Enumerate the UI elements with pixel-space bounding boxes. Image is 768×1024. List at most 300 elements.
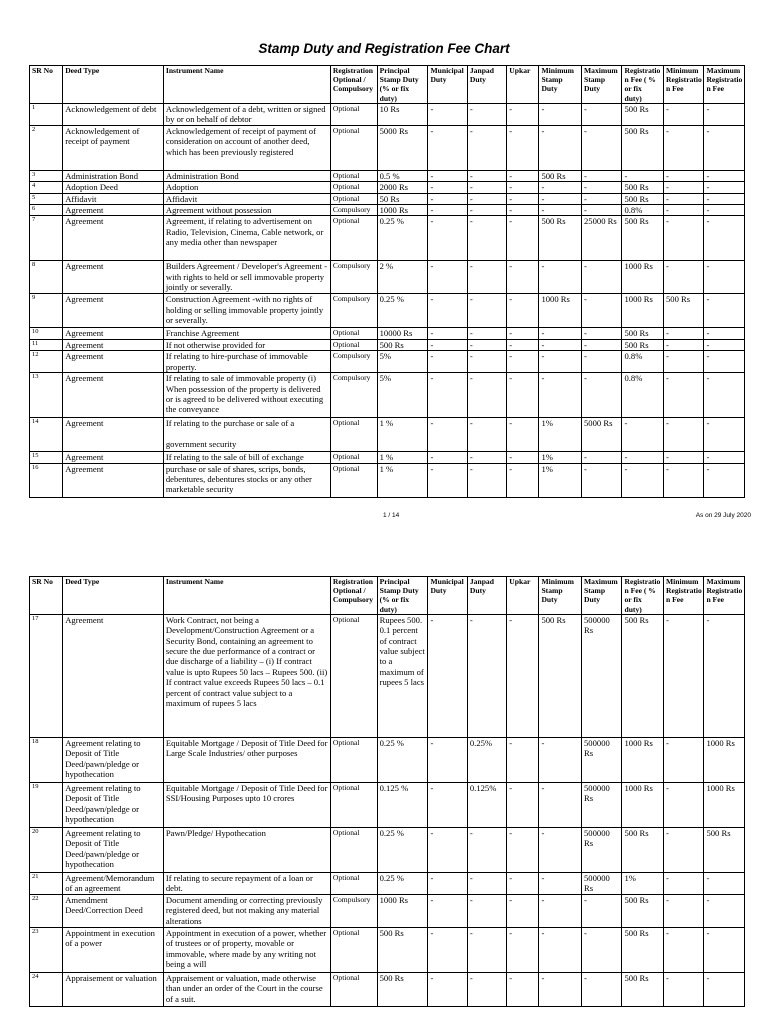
table-row [30,182,745,193]
table-cell: 16 [30,463,63,497]
table-cell: Optional [330,927,377,972]
table-cell: Compulsory [330,205,377,216]
table-cell: 0.8% [622,351,664,373]
table-cell: - [507,182,539,193]
column-header: Registration Optional / Compulsory [330,66,377,104]
table-cell: 1% [622,872,664,894]
table-cell: Optional [330,872,377,894]
table-cell: Agreement [63,328,164,339]
table-cell: - [582,373,622,418]
table-cell: - [663,216,703,261]
table-cell: Appraisement or valuation, made otherwise than under an order of the Court in the course of a suit. [163,972,330,1006]
table-cell: - [507,339,539,350]
table-header-row [30,577,745,615]
table-cell: Optional [330,182,377,193]
table-cell: - [428,170,467,181]
table-header-row [30,66,745,104]
table-cell: - [428,972,467,1006]
table-cell: - [428,463,467,497]
table-cell: - [663,103,703,125]
table-cell: Pawn/Pledge/ Hypothecation [163,827,330,872]
table-cell: Agreement relating to Deposit of Title Deed/pawn/pledge or hypothecation [63,737,164,782]
table-cell: - [704,463,745,497]
table-cell: - [428,614,467,737]
table-cell: - [539,351,582,373]
table-cell: - [507,103,539,125]
table-cell: If not otherwise provided for [163,339,330,350]
table-cell: Agreement [63,339,164,350]
table-cell: - [582,328,622,339]
table-cell: 15 [30,452,63,463]
table-cell: - [663,418,703,452]
table-cell: - [582,894,622,927]
table-cell: - [507,972,539,1006]
table-cell: - [467,463,506,497]
table-cell: 0.8% [622,205,664,216]
table-cell: 500000 Rs [582,737,622,782]
table-cell: - [539,827,582,872]
table-cell: - [539,894,582,927]
table-cell: - [539,972,582,1006]
table-cell: 5% [377,351,428,373]
table-cell: Appointment in execution of a power, whether of trustees or of property, movable or immovable, where made by any writing not being a will [163,927,330,972]
table-cell: - [704,452,745,463]
table-cell: - [704,261,745,294]
table-cell: 500 Rs [377,339,428,350]
table-cell: 50 Rs [377,193,428,204]
table-cell: - [704,216,745,261]
table-cell: Optional [330,216,377,261]
table-cell: - [507,125,539,170]
table-cell: - [582,170,622,181]
table-cell: Agreement [63,373,164,418]
table-cell: - [663,339,703,350]
column-header: Janpad Duty [467,577,506,615]
table-cell: - [663,170,703,181]
table-cell: - [539,205,582,216]
table-cell: - [582,463,622,497]
column-header: Maximum Registratio n Fee [704,66,745,104]
table-cell: - [467,125,506,170]
table-cell: - [428,328,467,339]
table-cell: 500 Rs [539,614,582,737]
table-cell: - [507,827,539,872]
table-cell: 500 Rs [704,827,745,872]
table-cell: - [539,103,582,125]
table-cell: 500 Rs [622,927,664,972]
table-row [30,294,745,328]
table-cell: Agreement [63,452,164,463]
column-header: Municipal Duty [428,577,467,615]
page-number: 1 / 14 [383,512,400,519]
table-cell: 10 [30,328,63,339]
table-cell: 1000 Rs [622,737,664,782]
table-cell: - [663,463,703,497]
table-cell: - [704,193,745,204]
column-header: Minimum Registratio n Fee [663,577,703,615]
table-cell: - [428,205,467,216]
table-cell: - [539,737,582,782]
table-cell: - [507,927,539,972]
table-cell: - [704,205,745,216]
table-cell: - [507,782,539,827]
column-header: Maximum Stamp Duty [582,577,622,615]
table-cell: 500 Rs [622,182,664,193]
table-cell: Builders Agreement / Developer's Agreement -with rights to held or sell immovable property jointly or severally. [163,261,330,294]
table-row [30,927,745,972]
table-cell: - [582,261,622,294]
table-row [30,125,745,170]
table-cell: 1000 Rs [377,205,428,216]
table-cell: 10 Rs [377,103,428,125]
table-cell: 0.25 % [377,827,428,872]
table-cell: - [467,927,506,972]
table-cell: Compulsory [330,894,377,927]
table-row [30,205,745,216]
table-cell: 500 Rs [663,294,703,328]
column-header: Municipal Duty [428,66,467,104]
table-cell: 19 [30,782,63,827]
table-cell: - [663,328,703,339]
table-cell: - [704,614,745,737]
table-cell: Equitable Mortgage / Deposit of Title Deed for SSI/Housing Purposes upto 10 crores [163,782,330,827]
table-cell: - [622,452,664,463]
table-cell: 0.5 % [377,170,428,181]
table-cell: - [704,351,745,373]
table-row [30,373,745,418]
table-cell: 500 Rs [622,339,664,350]
table-cell: 500000 Rs [582,827,622,872]
as-of-date: As on 29 July 2020 [695,512,751,519]
table-cell: - [428,294,467,328]
table-cell: 10000 Rs [377,328,428,339]
table-cell: 500 Rs [622,827,664,872]
table-cell: 6 [30,205,63,216]
table-cell: Appointment in execution of a power [63,927,164,972]
table-cell: - [704,182,745,193]
table-cell: - [622,418,664,452]
table-cell: 9 [30,294,63,328]
table-cell: Compulsory [330,261,377,294]
table-cell: - [467,103,506,125]
table-cell: Agreement relating to Deposit of Title Deed/pawn/pledge or hypothecation [63,782,164,827]
table-row [30,216,745,261]
column-header: Minimum Registratio n Fee [663,66,703,104]
table-cell: - [507,351,539,373]
table-cell: - [704,927,745,972]
table-cell: Agreement without possession [163,205,330,216]
table-cell: 0.125% [467,782,506,827]
table-cell: Adoption [163,182,330,193]
table-cell: Optional [330,103,377,125]
table-cell: If relating to secure repayment of a loan or debt. [163,872,330,894]
table-cell: - [428,782,467,827]
table-cell: Agreement [63,418,164,452]
table-cell: 3 [30,170,63,181]
table-cell: - [704,894,745,927]
table-cell: Administration Bond [63,170,164,181]
table-cell: - [663,827,703,872]
table-cell: 12 [30,351,63,373]
table-cell: 1 % [377,418,428,452]
table-cell: - [428,182,467,193]
table-cell: 500 Rs [539,216,582,261]
table-cell: - [507,452,539,463]
table-cell: 0.25 % [377,216,428,261]
table-cell: - [663,894,703,927]
table-cell: 13 [30,373,63,418]
table-cell: 1000 Rs [704,782,745,827]
table-cell: Acknowledgement of receipt of payment [63,125,164,170]
table-cell: - [467,872,506,894]
table-cell: Optional [330,328,377,339]
table-cell: 0.25 % [377,737,428,782]
table-cell: 1% [539,418,582,452]
table-cell: - [539,125,582,170]
table-cell: 500000 Rs [582,872,622,894]
table-cell: Acknowledgement of receipt of payment of consideration on account of another deed, which has been previously registered [163,125,330,170]
table-cell: - [622,170,664,181]
table-cell: 1000 Rs [622,294,664,328]
table-cell: 500000 Rs [582,782,622,827]
table-cell: - [507,614,539,737]
table-cell: - [467,170,506,181]
table-cell: - [582,339,622,350]
table-row [30,972,745,1006]
table-cell: 500 Rs [622,103,664,125]
table-row [30,894,745,927]
fee-table-page-2 [29,576,745,1007]
table-cell: - [428,216,467,261]
table-cell: - [428,339,467,350]
table-cell: 1 % [377,452,428,463]
table-cell: - [507,193,539,204]
table-cell: - [467,351,506,373]
table-cell: - [507,737,539,782]
table-cell: - [582,103,622,125]
table-cell: - [539,872,582,894]
table-cell: - [507,418,539,452]
table-cell: - [704,972,745,1006]
table-cell: 1 [30,103,63,125]
table-row [30,782,745,827]
table-cell: 500 Rs [377,927,428,972]
table-cell: - [582,351,622,373]
table-cell: Optional [330,782,377,827]
table-cell: 23 [30,927,63,972]
column-header: Upkar [507,66,539,104]
table-cell: - [428,452,467,463]
table-cell: - [704,170,745,181]
table-cell: If relating to the sale of bill of exchange [163,452,330,463]
table-cell: Optional [330,170,377,181]
table-cell: - [582,294,622,328]
table-cell: Compulsory [330,351,377,373]
column-header: SR No [30,66,63,104]
column-header: Registratio n Fee ( % or fix duty) [622,577,664,615]
table-cell: - [663,614,703,737]
table-cell: 500 Rs [377,972,428,1006]
table-cell: 500 Rs [622,894,664,927]
table-cell: - [582,927,622,972]
table-cell: - [428,261,467,294]
table-cell: - [428,125,467,170]
table-cell: 2000 Rs [377,182,428,193]
table-cell: Equitable Mortgage / Deposit of Title Deed for Large Scale Industries/ other purposes [163,737,330,782]
table-cell: - [467,261,506,294]
table-cell: - [507,328,539,339]
fee-table-page-1 [29,65,745,498]
table-cell: 20 [30,827,63,872]
table-row [30,351,745,373]
table-cell: - [539,782,582,827]
column-header: Maximum Stamp Duty [582,66,622,104]
table-cell: 500 Rs [622,972,664,1006]
table-cell: Agreement [63,614,164,737]
table-cell: - [467,614,506,737]
table-cell: - [663,193,703,204]
column-header: Instrument Name [163,66,330,104]
table-cell: 5000 Rs [377,125,428,170]
column-header: Minimum Stamp Duty [539,66,582,104]
table-cell: - [704,872,745,894]
table-cell: If relating to sale of immovable property (i) When possession of the property is delivered or is agreed to be delivered without executing the conveyance [163,373,330,418]
table-cell: 500 Rs [539,170,582,181]
table-cell: Optional [330,418,377,452]
table-cell: - [428,872,467,894]
table-cell: Compulsory [330,373,377,418]
table-cell: Compulsory [330,294,377,328]
table-cell: 17 [30,614,63,737]
table-cell: - [663,737,703,782]
table-cell: Acknowledgement of debt [63,103,164,125]
table-cell: - [507,373,539,418]
table-cell: - [507,205,539,216]
table-cell: 0.8% [622,373,664,418]
table-cell: - [704,328,745,339]
table-row [30,339,745,350]
table-cell: - [467,452,506,463]
table-cell: - [507,216,539,261]
table-cell: Document amending or correcting previously registered deed, but not making any material alterations [163,894,330,927]
table-row [30,872,745,894]
table-cell: Administration Bond [163,170,330,181]
table-cell: 2 % [377,261,428,294]
table-cell: - [663,972,703,1006]
table-cell: Affidavit [63,193,164,204]
column-header: Deed Type [63,66,164,104]
table-cell: - [704,373,745,418]
table-cell: - [539,193,582,204]
table-row [30,193,745,204]
table-cell: - [704,103,745,125]
table-cell: Affidavit [163,193,330,204]
table-cell: - [507,894,539,927]
table-row [30,827,745,872]
table-cell: - [428,894,467,927]
table-cell: Optional [330,452,377,463]
table-cell: 1% [539,452,582,463]
table-cell: - [582,182,622,193]
table-cell: - [507,261,539,294]
table-cell: 1000 Rs [622,261,664,294]
table-cell: 1 % [377,463,428,497]
table-row [30,261,745,294]
table-cell: 0.125 % [377,782,428,827]
table-cell: 25000 Rs [582,216,622,261]
table-row [30,737,745,782]
column-header: Janpad Duty [467,66,506,104]
table-cell: 21 [30,872,63,894]
table-cell: - [507,170,539,181]
table-cell: - [428,373,467,418]
table-cell: - [663,205,703,216]
table-cell: 1% [539,463,582,497]
table-cell: 500 Rs [622,216,664,261]
table-cell: - [582,193,622,204]
table-cell: 11 [30,339,63,350]
table-cell: - [704,339,745,350]
table-cell: - [428,927,467,972]
table-cell: 4 [30,182,63,193]
table-cell: - [507,463,539,497]
table-cell: Amendment Deed/Correction Deed [63,894,164,927]
table-cell: - [467,205,506,216]
table-cell: If relating to the purchase or sale of a government security [163,418,330,452]
table-cell: Agreement relating to Deposit of Title Deed/pawn/pledge or hypothecation [63,827,164,872]
column-header: Minimum Stamp Duty [539,577,582,615]
table-cell: - [467,193,506,204]
table-cell: Construction Agreement -with no rights of holding or selling immovable property jointly or severally. [163,294,330,328]
table-cell: - [539,339,582,350]
table-cell: 14 [30,418,63,452]
table-cell: - [704,294,745,328]
table-cell: Agreement [63,463,164,497]
table-cell: - [507,294,539,328]
table-cell: - [467,972,506,1006]
table-cell: Optional [330,193,377,204]
table-cell: 500 Rs [622,193,664,204]
table-cell: - [467,418,506,452]
table-cell: - [539,328,582,339]
table-cell: - [428,103,467,125]
column-header: SR No [30,577,63,615]
table-cell: - [663,182,703,193]
column-header: Principal Stamp Duty (% or fix duty) [377,577,428,615]
table-cell: 500 Rs [622,328,664,339]
column-header: Instrument Name [163,577,330,615]
table-cell: 0.25 % [377,294,428,328]
table-cell: Agreement [63,294,164,328]
table-cell: 7 [30,216,63,261]
column-header: Upkar [507,577,539,615]
table-row [30,452,745,463]
table-cell: - [663,261,703,294]
table-row [30,328,745,339]
table-cell: - [663,782,703,827]
table-cell: Work Contract, not being a Development/Construction Agreement or a Security Bond, containing an agreement to secure the due performance of a contract or due discharge of a liability – (i) If contract value is upto Rupees 50 lacs – Rupees 500. (ii) If contract value exceeds Rupees 50 lacs – 0.1 percent of contract value subject to a maximum of rupees 5 lacs [163,614,330,737]
table-cell: 500 Rs [622,125,664,170]
table-cell: Agreement [63,261,164,294]
table-cell: - [663,927,703,972]
table-cell: - [467,294,506,328]
table-cell: Optional [330,125,377,170]
table-cell: Agreement [63,216,164,261]
table-cell: 5% [377,373,428,418]
column-header: Registratio n Fee ( % or fix duty) [622,66,664,104]
table-cell: - [467,827,506,872]
table-cell: Agreement/Memorandum of an agreement [63,872,164,894]
